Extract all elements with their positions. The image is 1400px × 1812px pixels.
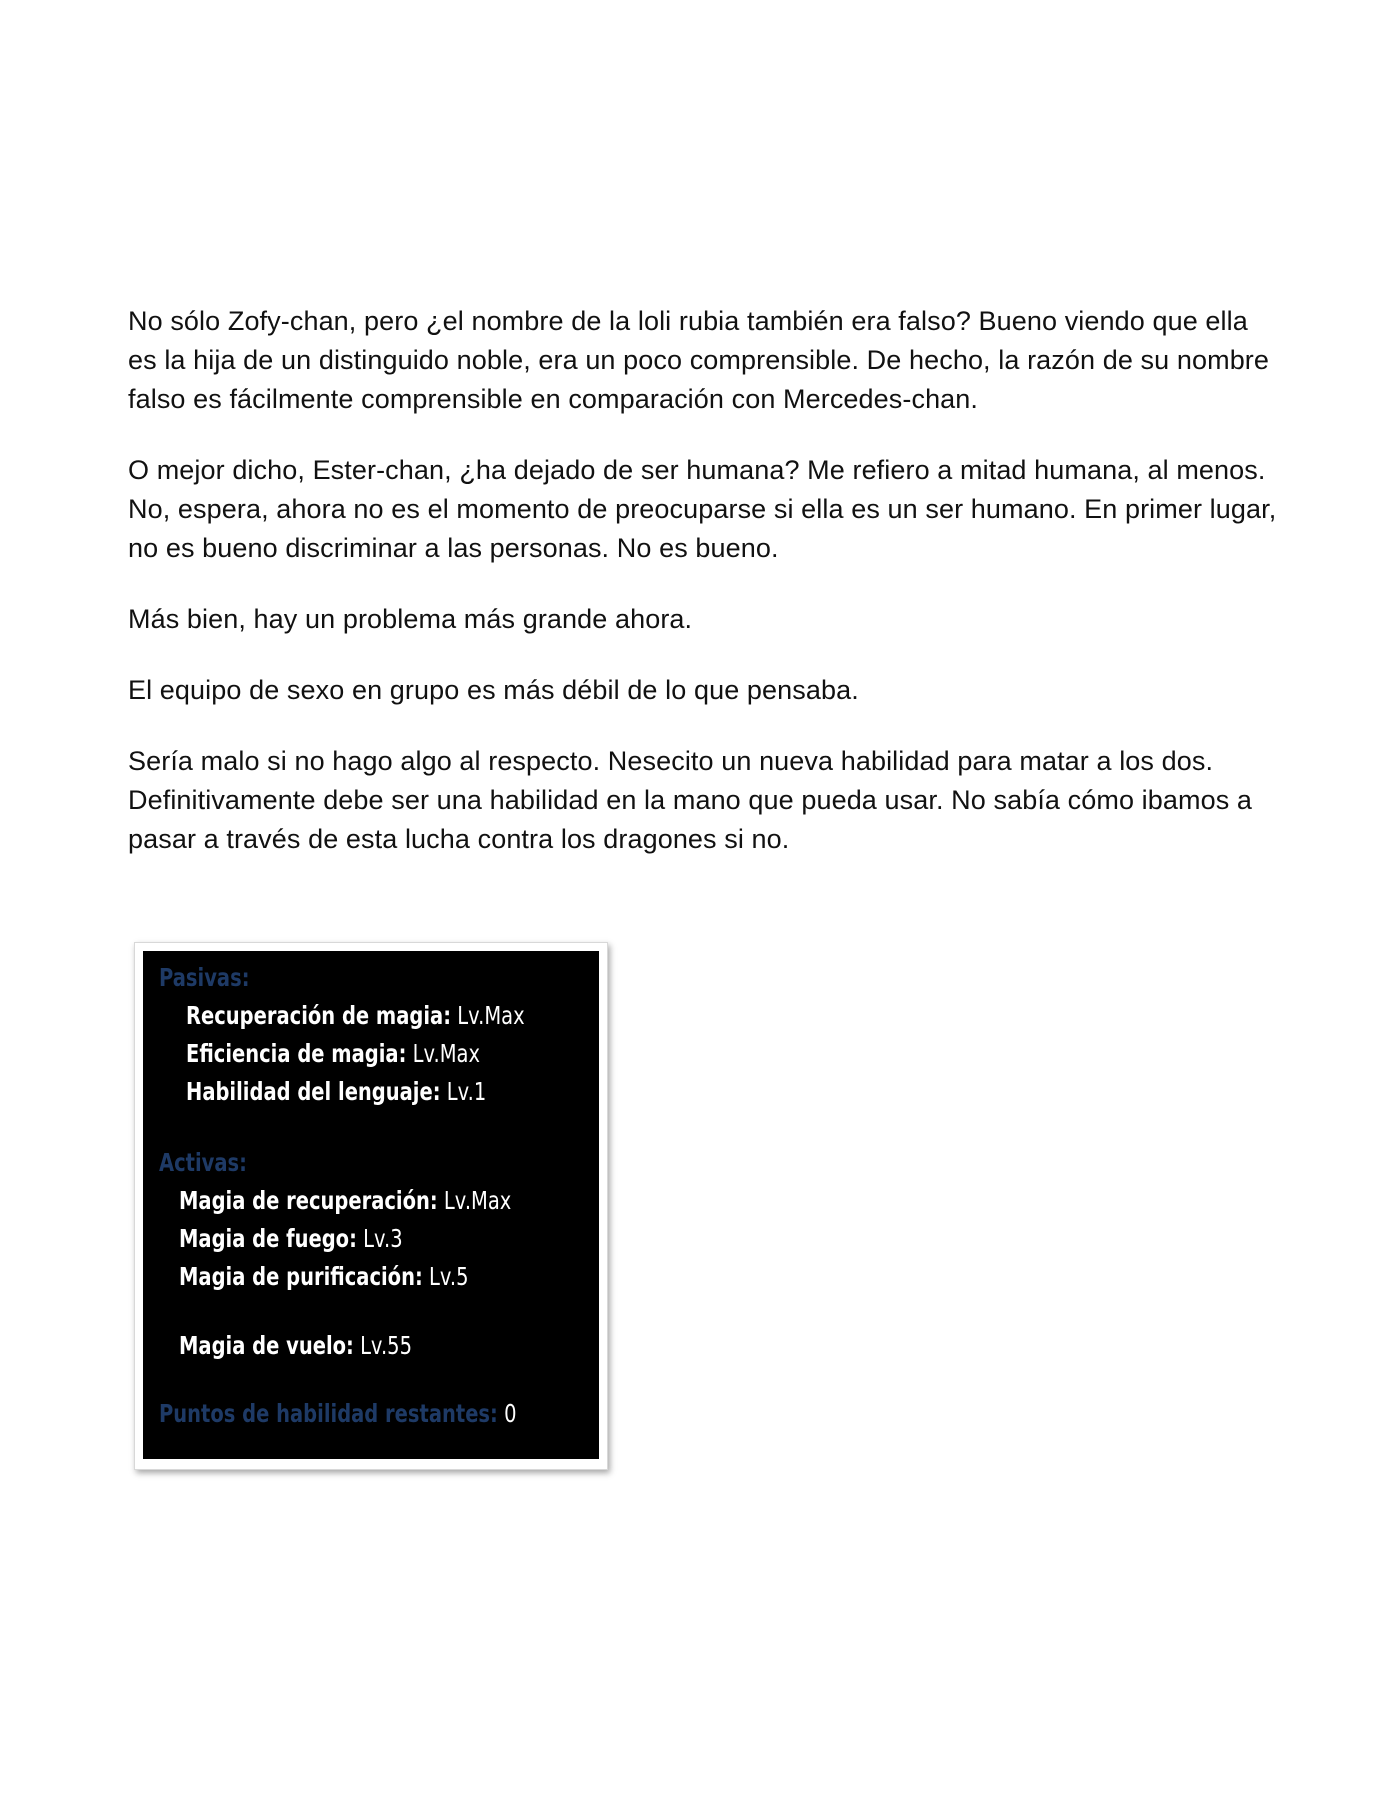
skill-level: Lv.5 [429,1262,469,1291]
skill-row-flight-magic [179,1331,412,1360]
paragraph: Más bien, hay un problema más grande ahora. [128,604,693,634]
skill-name: Eficiencia de magia: [186,1039,407,1068]
skill-level: Lv.3 [363,1224,403,1253]
paragraph: Sería malo si no hago algo al respecto. Nesecito un nueva habilidad para matar a los dos. Definitivamente debe ser una habilidad en la mano que pueda usar. No sabía cómo ibamos a pasar a través de esta lucha contra los dragones si no. [128,746,1253,854]
paragraph: O mejor dicho, Ester-chan, ¿ha dejado de ser humana? Me refiero a mitad humana, al menos. No, espera, ahora no es el momento de preocuparse si ella es un ser humano. En primer lugar, no es bueno discriminar a las personas. No es bueno. [128,455,1277,563]
passives-title: Pasivas: [159,963,250,992]
chapter-text [128,302,1283,891]
skill-level: Lv.Max [443,1186,512,1215]
skill-row-purification-magic [179,1262,469,1291]
skill-name: Magia de fuego: [179,1224,357,1253]
skill-level: Lv.Max [457,1001,525,1030]
paragraph: No sólo Zofy-chan, pero ¿el nombre de la loli rubia también era falso? Bueno viendo que ella es la hija de un distinguido noble, era un poco comprensible. De hecho, la razón de su nombre falso es fácilmente comprensible en comparación con Mercedes-chan. [128,306,1270,414]
actives-title: Activas: [159,1148,247,1177]
skill-row-magic-efficiency [186,1039,480,1068]
skills-panel [143,951,599,1459]
remaining-points-label: Puntos de habilidad restantes: [159,1399,498,1428]
skill-name: Magia de vuelo: [179,1331,354,1360]
skill-level: Lv.Max [412,1039,481,1068]
remaining-points-value: 0 [504,1399,517,1428]
skill-level: Lv.1 [446,1077,487,1106]
paragraph: El equipo de sexo en grupo es más débil de lo que pensaba. [128,675,859,705]
skills-status-image [134,942,608,1470]
skill-name: Recuperación de magia: [186,1001,452,1030]
skill-row-language [186,1077,486,1106]
skill-name: Magia de recuperación: [179,1186,438,1215]
skill-row-recovery-magic [179,1186,511,1215]
skill-name: Habilidad del lenguaje: [186,1077,441,1106]
remaining-points [159,1399,516,1428]
skill-level: Lv.55 [360,1331,412,1360]
skill-row-fire-magic [179,1224,403,1253]
skill-name: Magia de purificación: [179,1262,423,1291]
skill-row-magic-recovery [186,1001,525,1030]
